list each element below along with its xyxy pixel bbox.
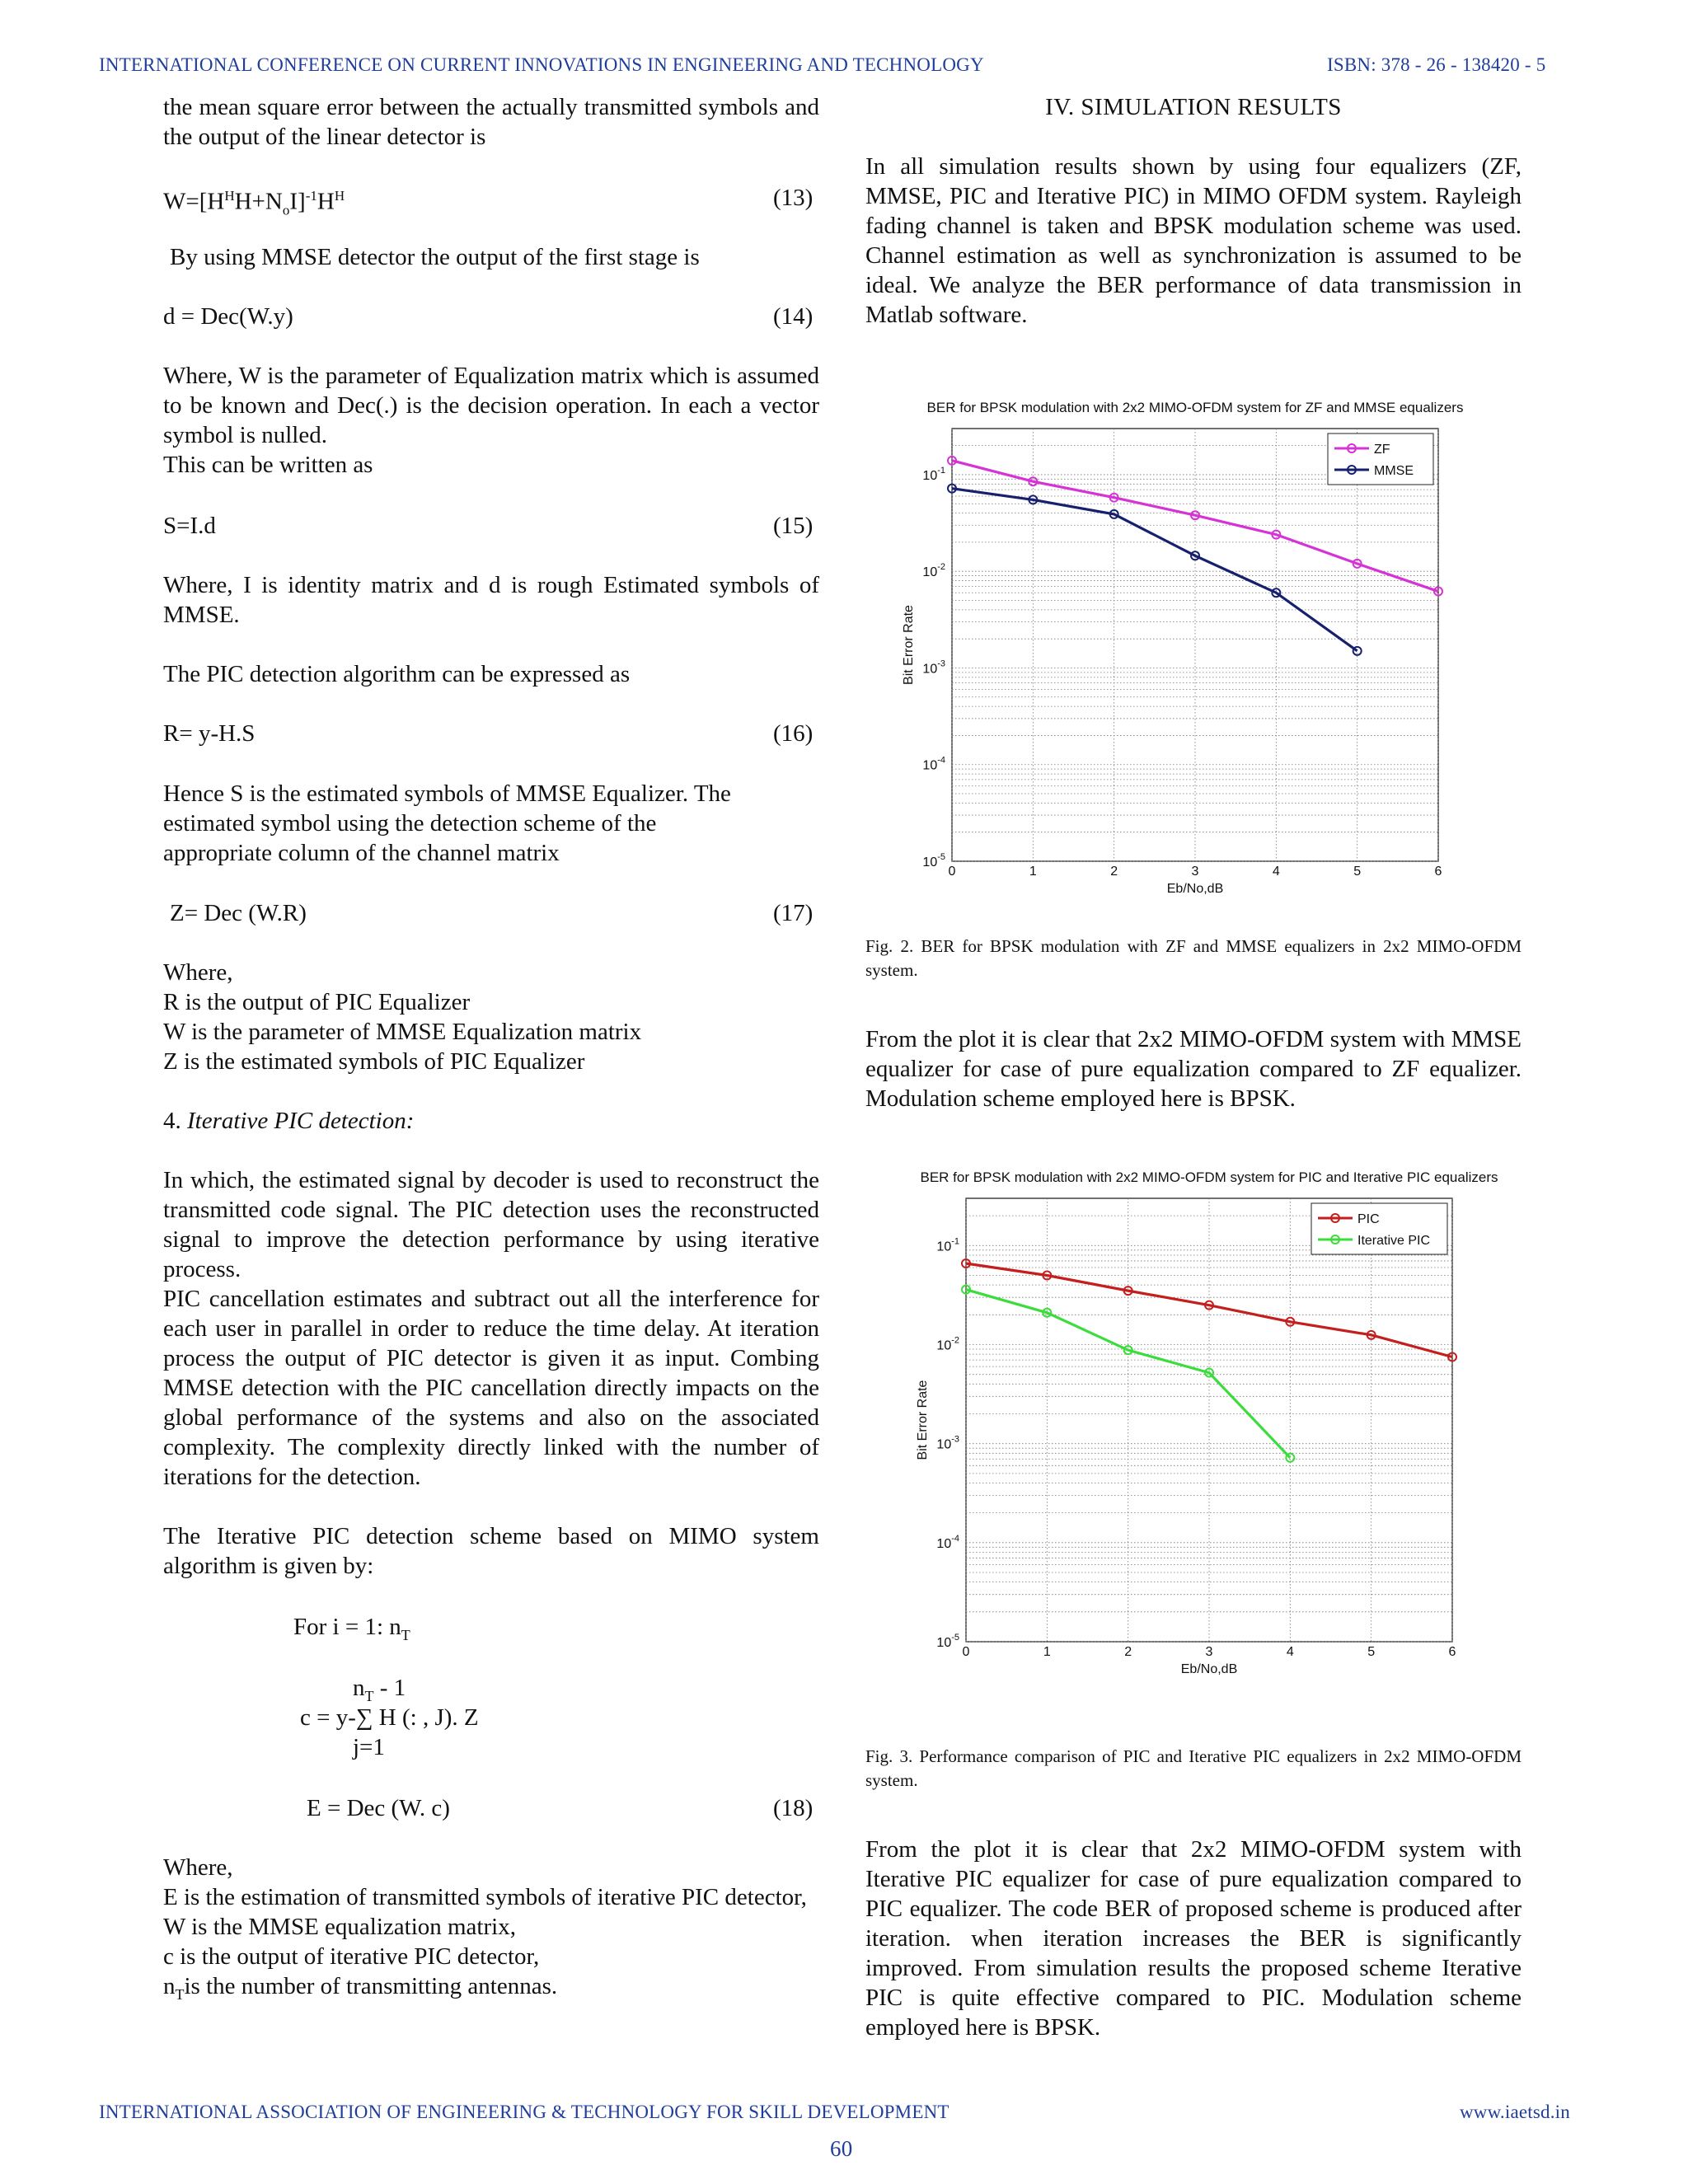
fig2-title: BER for BPSK modulation with 2x2 MIMO-OFDM system for ZF and MMSE equalizers [926,400,1464,415]
fig3-y-tick-label: $10^{-4}$ [936,1533,959,1551]
fig3-x-tick-label: 6 [1448,1645,1456,1659]
equation-18: E = Dec (W. c) [307,1795,450,1821]
fig3-x-tick-label: 5 [1367,1645,1376,1659]
sum-upper-rest: - 1 [379,1675,406,1701]
equation-17-number: (17) [773,900,814,926]
fig2-y-tick-label: $10^{-2}$ [922,562,945,580]
left-paragraph-7: In which, the estimated signal by decoder is used to reconstruct the transmitted code signal. The PIC detection uses the reconstructed signal to improve the detection performance by using iterative process. [163,1167,819,1282]
fig2-x-tick-label: 0 [948,865,956,879]
fig3-x-tick-label: 3 [1205,1645,1213,1659]
fig3-y-tick-label: $10^{-1}$ [936,1236,959,1254]
isbn-header: ISBN: 378 - 26 - 138420 - 5 [1327,54,1546,75]
fig3-y-tick-label: $10^{-5}$ [936,1633,959,1650]
left-paragraph-3: Where, W is the parameter of Equalization matrix which is assumed to be known and Dec(.) is the decision operation. In each a vector symbol is nulled. [163,363,819,448]
figure-3-caption: Fig. 3. Performance comparison of PIC and Iterative PIC equalizers in 2x2 MIMO-OFDM system. [865,1746,1522,1790]
subsection-title: Iterative PIC detection: [187,1108,415,1134]
right-paragraph-3: From the plot it is clear that 2x2 MIMO-OFDM system with Iterative PIC equalizer for case of pure equalization compared to PIC equalizer. The code BER of proposed scheme is produced after iteration. when iteration increases the BER is significantly improved. From simulation results the proposed scheme Iterative PIC is quite effective compared to PIC. Modulation scheme employed here is BPSK. [865,1836,1522,2041]
fig3-y-axis-label: Bit Error Rate [916,1380,930,1460]
page-number: 60 [830,2136,853,2161]
left-paragraph-8: PIC cancellation estimates and subtract out all the interference for each user in parallel in order to reduce the time delay. At iteration process the output of PIC detector is given it as input. Combing MMSE detection with the PIC cancellation directly impacts on the global performance of the systems and also on the associated complexity. The complexity directly linked with the number of iterations for the detection. [163,1286,819,1490]
equation-14: d = Dec(W.y) [163,303,293,330]
equation-16: R= y-H.S [163,720,256,747]
nt-symbol: n [163,1973,176,1999]
fig2-y-tick-label: $10^{-3}$ [922,658,945,677]
fig2-x-tick-label: 4 [1272,865,1280,879]
equation-16-number: (16) [773,720,814,747]
where2-item-nt [163,1971,819,2009]
left-paragraph-4: Where, I is identity matrix and d is rough Estimated symbols of MMSE. [163,572,819,628]
fig2-plot-area [952,429,1438,861]
fig2-x-tick-label: 5 [1353,865,1362,879]
where-block-1 [163,958,819,1076]
right-paragraph-1: In all simulation results shown by using four equalizers (ZF, MMSE, PIC and Iterative PIC) in MIMO OFDM system. Rayleigh fading channel is taken and BPSK modulation scheme was used. Channel estimation as well as synchronization is assumed to be ideal. We analyze the BER performance of data transmission in Matlab software. [865,153,1522,328]
subsection-heading [163,1106,819,1136]
where-label: Where, [163,959,233,986]
left-paragraph-6-line-1: Hence S is the estimated symbols of MMSE Equalizer. The [163,780,731,807]
algorithm-for-subscript: T [401,1626,410,1643]
nt-subscript: T [175,1985,185,2003]
figure-2-caption: Fig. 2. BER for BPSK modulation with ZF and MMSE equalizers in 2x2 MIMO-OFDM system. [865,936,1522,980]
fig2-y-tick-label: $10^{-5}$ [922,852,945,869]
where2-item-c: c is the output of iterative PIC detector, [163,1943,540,1970]
where-item-z: Z is the estimated symbols of PIC Equalizer [163,1048,585,1075]
fig2-legend-label: ZF [1374,443,1390,457]
where2-item-e: E is the estimation of transmitted symbols of iterative PIC detector, [163,1884,807,1910]
section-title: IV. SIMULATION RESULTS [1045,94,1342,120]
algorithm-for-line [293,1612,410,1650]
fig3-x-tick-label: 2 [1124,1645,1132,1659]
left-paragraph-3b: This can be written as [163,452,373,478]
website-footer: www.iaetsd.in [1460,2102,1570,2122]
fig2-y-axis-label: Bit Error Rate [902,605,916,685]
figure-3-chart [903,1155,1513,1699]
algorithm-for-text: For i = 1: n [293,1614,401,1640]
where2-label: Where, [163,1854,233,1881]
left-paragraph-6-line-3: appropriate column of the channel matrix [163,840,560,866]
sum-upper-n: n [353,1675,365,1701]
left-paragraph-9: The Iterative PIC detection scheme based on MIMO system algorithm is given by: [163,1523,819,1579]
fig3-x-tick-label: 0 [962,1645,970,1659]
fig2-x-tick-label: 1 [1029,865,1037,879]
figure-2-chart [890,387,1467,907]
equation-15-number: (15) [773,513,814,539]
fig3-title: BER for BPSK modulation with 2x2 MIMO-OFDM system for PIC and Iterative PIC equalizers [920,1169,1498,1185]
left-paragraph-2: By using MMSE detector the output of the first stage is [170,244,700,270]
where-item-r: R is the output of PIC Equalizer [163,989,471,1015]
fig2-x-tick-label: 6 [1434,865,1442,879]
right-paragraph-2: From the plot it is clear that 2x2 MIMO-OFDM system with MMSE equalizer for case of pure equalization compared to ZF equalizer. Modulation scheme employed here is BPSK. [865,1026,1522,1112]
where2-item-w: W is the MMSE equalization matrix, [163,1914,516,1940]
fig3-x-tick-label: 4 [1286,1645,1294,1659]
left-paragraph-6 [163,779,819,868]
equation-14-number: (14) [773,303,814,330]
association-footer: INTERNATIONAL ASSOCIATION OF ENGINEERING & TECHNOLOGY FOR SKILL DEVELOPMENT [99,2102,950,2122]
conference-header: INTERNATIONAL CONFERENCE ON CURRENT INNOVATIONS IN ENGINEERING AND TECHNOLOGY [99,54,984,75]
fig3-legend-label: PIC [1357,1212,1380,1226]
left-paragraph-6-line-2: estimated symbol using the detection scheme of the [163,810,657,837]
fig3-legend-label: Iterative PIC [1357,1234,1431,1248]
fig2-y-tick-label: $10^{-1}$ [922,465,945,483]
fig3-x-axis-label: Eb/No,dB [1180,1662,1238,1676]
equation-13-number: (13) [773,185,814,211]
fig3-y-tick-label: $10^{-3}$ [936,1434,959,1452]
fig2-legend [1328,434,1433,485]
where-item-w: W is the parameter of MMSE Equalization matrix [163,1019,642,1045]
fig2-x-axis-label: Eb/No,dB [1166,882,1224,896]
fig2-legend-label: MMSE [1374,464,1414,478]
left-paragraph-1: the mean square error between the actually transmitted symbols and the output of the linear detector is [163,94,819,150]
fig3-legend [1311,1203,1447,1254]
fig2-x-tick-label: 3 [1191,865,1199,879]
equation-18-number: (18) [773,1795,814,1821]
equation-17: Z= Dec (W.R) [170,900,307,926]
fig3-x-tick-label: 1 [1043,1645,1051,1659]
algorithm-sum-lower: j=1 [353,1734,385,1760]
where-block-2 [163,1853,819,2009]
algorithm-c-equation: c = y-∑ H (: , J). Z [300,1704,479,1731]
fig2-y-tick-label: $10^{-4}$ [922,755,945,773]
equation-13: $W=[H^HH+N_oI]^{-1}H^H$ [163,188,345,218]
nt-description: is the number of transmitting antennas. [184,1973,558,1999]
sum-upper-subscript: T [364,1687,374,1704]
left-paragraph-5: The PIC detection algorithm can be expressed as [163,661,631,687]
equation-15: S=I.d [163,513,216,539]
fig3-y-tick-label: $10^{-2}$ [936,1335,959,1353]
subsection-number: 4. [163,1108,187,1134]
fig2-x-tick-label: 2 [1110,865,1118,879]
